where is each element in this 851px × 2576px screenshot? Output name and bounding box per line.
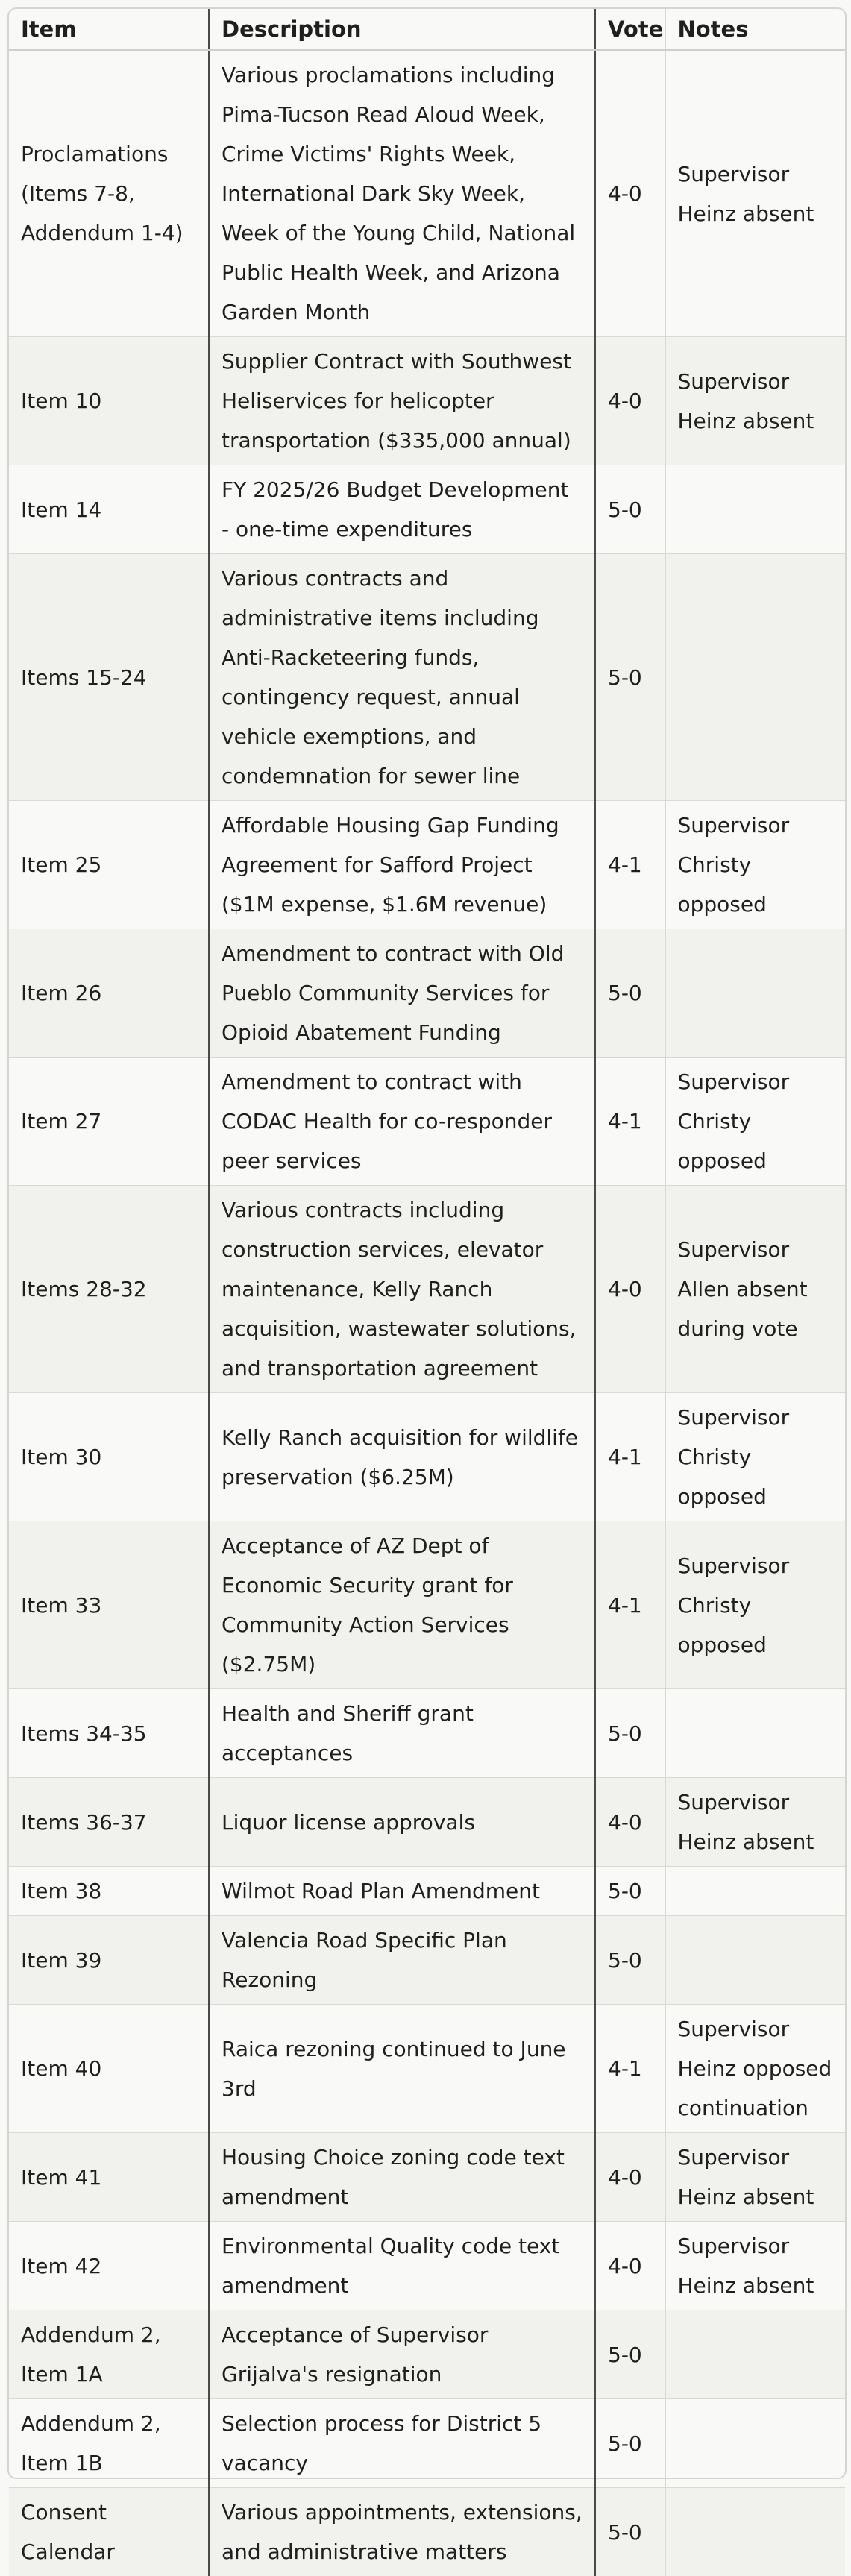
cell-description: Kelly Ranch acquisition for wildlife preservation ($6.25M): [209, 1393, 595, 1521]
cell-description: FY 2025/26 Budget Development - one-time expenditures: [209, 465, 595, 554]
cell-vote: 5-0: [595, 1916, 665, 2005]
votes-table: [9, 9, 845, 2576]
cell-item: Item 42: [9, 2222, 209, 2310]
cell-description: Various proclamations including Pima-Tucson Read Aloud Week, Crime Victims' Rights Week, International Dark Sky Week, Week of the Young Child, National Public Health Week, and Arizona Garden Month: [209, 50, 595, 337]
table-row: [9, 1521, 845, 1689]
cell-item: Items 36-37: [9, 1778, 209, 1867]
cell-item: Item 40: [9, 2005, 209, 2133]
cell-item: Addendum 2, Item 1A: [9, 2310, 209, 2399]
cell-notes: Supervisor Christy opposed: [665, 1521, 845, 1689]
cell-description: Liquor license approvals: [209, 1778, 595, 1867]
cell-notes: Supervisor Heinz absent: [665, 2133, 845, 2222]
cell-description: Amendment to contract with CODAC Health for co-responder peer services: [209, 1058, 595, 1186]
cell-item: Item 14: [9, 465, 209, 554]
table-row: [9, 2133, 845, 2222]
cell-notes: [665, 1916, 845, 2005]
cell-item: Item 26: [9, 929, 209, 1058]
cell-item: Proclamations (Items 7-8, Addendum 1-4): [9, 50, 209, 337]
cell-vote: 5-0: [595, 929, 665, 1058]
cell-vote: 4-0: [595, 1186, 665, 1393]
cell-item: Item 30: [9, 1393, 209, 1521]
table-row: [9, 1058, 845, 1186]
table-row: [9, 1778, 845, 1867]
cell-notes: Supervisor Heinz absent: [665, 337, 845, 465]
table-row: [9, 801, 845, 929]
cell-notes: Supervisor Heinz absent: [665, 2222, 845, 2310]
cell-item: Item 33: [9, 1521, 209, 1689]
table-row: [9, 929, 845, 1058]
cell-description: Health and Sheriff grant acceptances: [209, 1689, 595, 1778]
table-row: [9, 1867, 845, 1916]
cell-vote: 4-1: [595, 801, 665, 929]
table-row: [9, 1689, 845, 1778]
cell-description: Various contracts including construction services, elevator maintenance, Kelly Ranch acquisition, wastewater solutions, and transportation agreement: [209, 1186, 595, 1393]
header-notes: Notes: [665, 9, 845, 50]
cell-notes: Supervisor Allen absent during vote: [665, 1186, 845, 1393]
cell-item: Item 27: [9, 1058, 209, 1186]
cell-description: Wilmot Road Plan Amendment: [209, 1867, 595, 1916]
cell-description: Environmental Quality code text amendment: [209, 2222, 595, 2310]
cell-notes: Supervisor Christy opposed: [665, 1393, 845, 1521]
cell-vote: 5-0: [595, 2310, 665, 2399]
cell-description: Housing Choice zoning code text amendment: [209, 2133, 595, 2222]
table-row: [9, 554, 845, 801]
cell-description: Acceptance of AZ Dept of Economic Security grant for Community Action Services ($2.75M): [209, 1521, 595, 1689]
cell-description: Various appointments, extensions, and administrative matters: [209, 2488, 595, 2576]
cell-vote: 5-0: [595, 2399, 665, 2488]
cell-item: Items 28-32: [9, 1186, 209, 1393]
table-header-row: [9, 9, 845, 50]
cell-item: Item 10: [9, 337, 209, 465]
cell-description: Amendment to contract with Old Pueblo Community Services for Opioid Abatement Funding: [209, 929, 595, 1058]
cell-vote: 4-1: [595, 1521, 665, 1689]
cell-notes: [665, 2488, 845, 2576]
cell-vote: 4-1: [595, 2005, 665, 2133]
cell-notes: Supervisor Christy opposed: [665, 1058, 845, 1186]
cell-notes: Supervisor Heinz opposed continuation: [665, 2005, 845, 2133]
cell-notes: [665, 554, 845, 801]
table-container: [7, 7, 847, 2479]
cell-vote: 5-0: [595, 2488, 665, 2576]
cell-notes: [665, 465, 845, 554]
cell-vote: 4-0: [595, 2222, 665, 2310]
cell-item: Items 34-35: [9, 1689, 209, 1778]
cell-notes: [665, 929, 845, 1058]
cell-vote: 4-0: [595, 50, 665, 337]
cell-description: Supplier Contract with Southwest Heliservices for helicopter transportation ($335,000 annual): [209, 337, 595, 465]
cell-vote: 4-0: [595, 1778, 665, 1867]
cell-item: Addendum 2, Item 1B: [9, 2399, 209, 2488]
cell-description: Selection process for District 5 vacancy: [209, 2399, 595, 2488]
table-row: [9, 1393, 845, 1521]
table-row: [9, 2310, 845, 2399]
cell-vote: 5-0: [595, 1689, 665, 1778]
cell-vote: 5-0: [595, 1867, 665, 1916]
cell-notes: [665, 1689, 845, 1778]
cell-vote: 5-0: [595, 554, 665, 801]
cell-vote: 4-0: [595, 337, 665, 465]
cell-item: Consent Calendar: [9, 2488, 209, 2576]
cell-notes: Supervisor Christy opposed: [665, 801, 845, 929]
cell-description: Raica rezoning continued to June 3rd: [209, 2005, 595, 2133]
cell-vote: 4-1: [595, 1058, 665, 1186]
cell-notes: [665, 1867, 845, 1916]
cell-item: Item 39: [9, 1916, 209, 2005]
cell-description: Affordable Housing Gap Funding Agreement for Safford Project ($1M expense, $1.6M revenue): [209, 801, 595, 929]
table-row: [9, 2005, 845, 2133]
cell-vote: 4-1: [595, 1393, 665, 1521]
cell-item: Item 41: [9, 2133, 209, 2222]
table-row: [9, 1186, 845, 1393]
cell-item: Item 38: [9, 1867, 209, 1916]
table-row: [9, 2488, 845, 2576]
cell-item: Item 25: [9, 801, 209, 929]
header-vote: Vote: [595, 9, 665, 50]
table-row: [9, 50, 845, 337]
cell-item: Items 15-24: [9, 554, 209, 801]
cell-description: Various contracts and administrative items including Anti-Racketeering funds, contingency request, annual vehicle exemptions, and condemnation for sewer line: [209, 554, 595, 801]
table-row: [9, 1916, 845, 2005]
header-item: Item: [9, 9, 209, 50]
cell-vote: 4-0: [595, 2133, 665, 2222]
table-row: [9, 2399, 845, 2488]
cell-notes: Supervisor Heinz absent: [665, 1778, 845, 1867]
cell-description: Acceptance of Supervisor Grijalva's resignation: [209, 2310, 595, 2399]
cell-description: Valencia Road Specific Plan Rezoning: [209, 1916, 595, 2005]
header-description: Description: [209, 9, 595, 50]
cell-vote: 5-0: [595, 465, 665, 554]
cell-notes: Supervisor Heinz absent: [665, 50, 845, 337]
cell-notes: [665, 2310, 845, 2399]
table-row: [9, 465, 845, 554]
table-row: [9, 337, 845, 465]
cell-notes: [665, 2399, 845, 2488]
table-row: [9, 2222, 845, 2310]
